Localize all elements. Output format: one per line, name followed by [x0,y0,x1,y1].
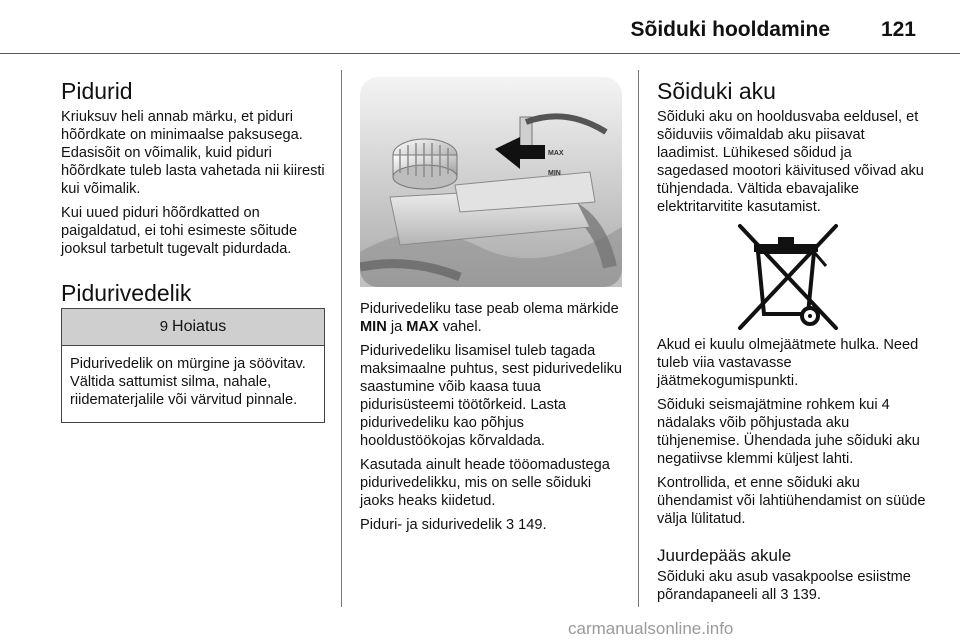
warning-box [61,308,325,423]
warning-header [62,309,324,346]
crossed-out-wheelie-bin-icon [736,222,840,334]
max-mark-label: MAX [548,150,564,157]
paragraph: Kontrollida, et enne sõiduki aku ühendamist või lahtiühendamist on süüde välja lülitatud. [657,475,926,527]
text-run: ja [386,319,407,335]
column-divider-2 [638,70,639,607]
min-mark-text: MIN [360,319,387,335]
min-mark-label: MIN [548,170,561,177]
paragraph: Kriuksuv heli annab märku, et piduri hõõrdkate on minimaalse paksusega. Edasisõit on võimalik, kuid piduri hõõrdkate tuleb lasta vahetada nii kiiresti kui võimalik. [61,109,325,197]
paragraph: Kui uued piduri hõõrdkatted on paigaldatud, ei tohi esimeste sõitude jooksul tarbetult tugevalt pidurdada. [61,205,298,257]
paragraph: Sõiduki seismajätmine rohkem kui 4 nädalaks võib põhjustada aku tühjenemise. Ühendada juhe sõiduki aku negatiivse klemmi küljest lahti. [657,397,920,467]
paragraph [360,300,628,336]
paragraph: Kasutada ainult heade tööomadustega pidurivedelikku, mis on selle sõiduki jaoks heaks kiidetud. [360,457,610,509]
heading-brake-fluid: Pidurivedelik [61,280,192,306]
warning-text: Pidurivedelik on mürgine ja söövitav. Vältida sattumist silma, nahale, riidematerjalile või värvitud pinnale. [70,356,306,408]
warning-triangle-icon: 9 [159,318,169,335]
header-divider [0,53,960,54]
heading-battery-access: Juurdepääs akule [657,546,792,565]
warning-title: Hoiatus [172,318,227,335]
page-header-title: Sõiduki hooldamine [630,18,830,41]
text-run: vahel. [438,319,482,335]
paragraph: Pidurivedeliku lisamisel tuleb tagada maksimaalne puhtus, sest pidurivedeliku saastumine võib kaasa tuua pidurisüsteemi töötõrkeid. Lasta pidurivedeliku kao põhjus hooldustöökojas kõrvaldada. [360,343,623,449]
column-brake-fluid [360,300,628,540]
max-mark-text: MAX [406,319,439,335]
column-battery [657,78,927,610]
heading-brakes: Pidurid [61,78,133,104]
column-divider-1 [341,70,342,607]
paragraph: Sõiduki aku on hooldusvaba eeldusel, et sõiduviis võimaldab aku piisavat laadimist. Lühikesed sõidud ja sagedased mootori käivitused võivad aku tühjendada. Vältida ebavajalike elektritarvitite kasutamist. [657,109,924,215]
heading-vehicle-battery: Sõiduki aku [657,78,776,104]
cross-reference[interactable]: Sõiduki aku asub vasakpoolse esiistme põrandapaneeli all 3 139. [657,569,911,603]
brake-fluid-reservoir-photo [360,77,622,287]
column-brakes [61,78,329,320]
watermark: carmanualsonline.info [568,619,734,638]
text-run: Pidurivedeliku tase peab olema märkide [360,301,619,317]
cross-reference[interactable]: Piduri- ja sidurivedelik 3 149. [360,517,547,533]
page-number: 121 [880,18,916,41]
paragraph: Akud ei kuulu olmejäätmete hulka. Need tuleb viia vastavasse jäätmekogumispunkti. [657,337,919,389]
